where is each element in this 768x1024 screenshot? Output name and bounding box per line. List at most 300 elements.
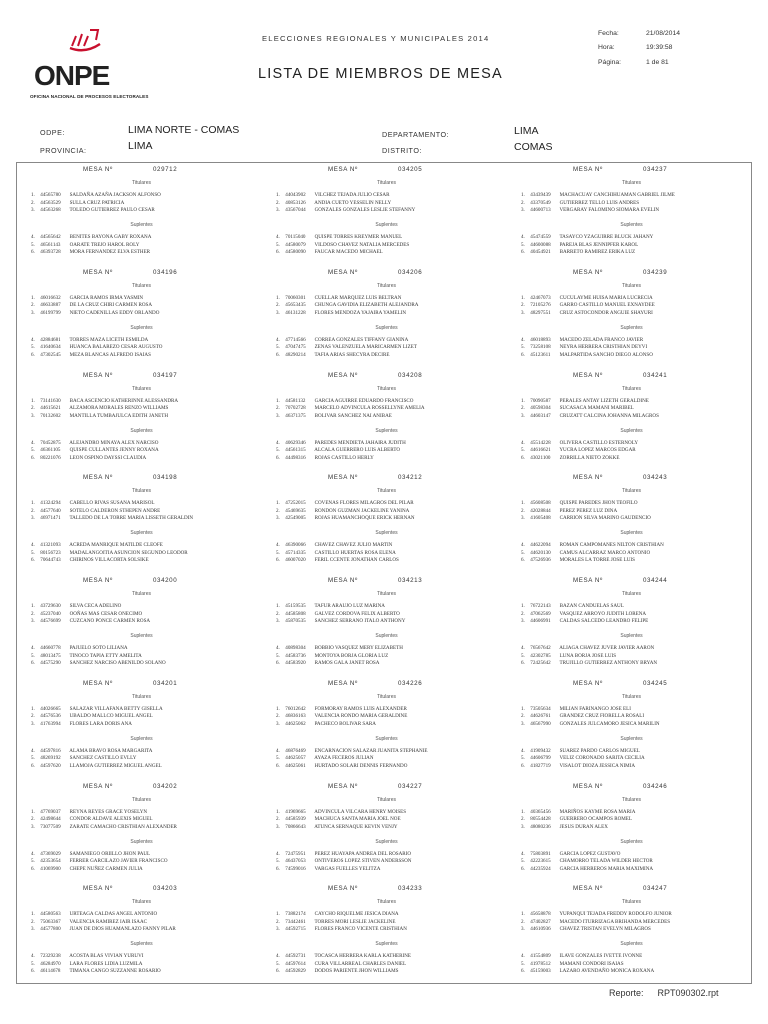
member-row: [521, 824, 608, 832]
member-row: [521, 550, 650, 558]
member-name: MACHACUAY CANCHIHUAMAN GABRIEL JILME: [559, 192, 675, 198]
member-name: VELIZ CORONADO SARITA CECILIA: [559, 755, 645, 762]
member-row: [31, 911, 157, 919]
member-row: [521, 919, 670, 927]
member-dni: 44616621: [530, 447, 551, 454]
mesa-header: [25, 474, 258, 482]
member-row: [31, 310, 159, 318]
member-row: [521, 192, 675, 200]
member-row: [276, 953, 411, 961]
member-order: 6.: [276, 865, 280, 872]
member-row: [31, 192, 161, 200]
member-dni: 40629346: [285, 439, 306, 446]
member-row: [276, 352, 390, 360]
mesa-number: 034245: [643, 679, 668, 687]
member-name: JUAN DE DIOS HUAMANLAZO FANNY PILAR: [69, 926, 176, 933]
member-dni: 44615621: [40, 405, 61, 412]
member-dni: 44575290: [40, 660, 61, 667]
distrito-label: DISTRITO:: [382, 146, 422, 155]
member-dni: 74599016: [285, 865, 306, 872]
member-dni: 43729630: [40, 603, 61, 609]
member-order: 3.: [521, 720, 525, 727]
member-row: [31, 748, 152, 756]
member-dni: 44561315: [285, 447, 306, 454]
member-dni: 44600713: [530, 207, 551, 214]
member-dni: 46199799: [40, 309, 61, 316]
member-dni: 45237040: [40, 610, 61, 617]
member-order: 6.: [31, 249, 35, 256]
mesa-label: MESA Nº: [573, 268, 603, 276]
member-name: CUELLAR MARQUEZ LUIS BELTRAN: [314, 294, 402, 301]
member-row: [521, 713, 644, 721]
titulares-heading: Titulares: [622, 282, 641, 289]
member-name: CHIRINOS VILLACORTA SOLSIKE: [69, 557, 149, 564]
titulares-heading: Titulares: [132, 282, 151, 289]
member-name: OOÑAS MAS CESAR ONECIMO: [69, 610, 143, 617]
member-name: QUISPE TORRES KREYMER MANUEL: [314, 234, 403, 240]
member-name: TOLEDO GUTIERREZ PAULO CESAR: [69, 207, 155, 214]
member-dni: 42302785: [530, 652, 551, 659]
member-row: [276, 721, 376, 729]
suplentes-heading: Suplentes: [620, 633, 643, 639]
member-dni: 80221076: [40, 454, 61, 461]
mesa-block: [25, 780, 258, 883]
member-row: [31, 824, 177, 832]
member-row: [31, 603, 121, 611]
mesa-number: 034243: [643, 474, 668, 482]
pagina-label: Página:: [598, 58, 622, 66]
member-name: CUZCANO PONCE CARMEN ROSA: [69, 618, 151, 625]
member-row: [521, 310, 653, 318]
member-order: 5.: [31, 447, 35, 454]
member-order: 6.: [31, 557, 35, 564]
member-order: 5.: [276, 549, 280, 556]
member-name: TIMANA CANGO SUZZANNE ROSARIO: [69, 968, 161, 975]
member-row: [521, 809, 635, 817]
suplentes-heading: Suplentes: [620, 427, 643, 434]
member-order: 6.: [31, 454, 35, 461]
member-row: [276, 557, 399, 565]
member-row: [521, 911, 672, 919]
member-row: [31, 763, 162, 771]
member-name: GUTIERREZ TELLO LUIS ANDRES: [559, 199, 640, 206]
member-name: LLAMOJA GUTIERREZ MIGUEL ANGEL: [69, 762, 162, 769]
member-order: 4.: [521, 439, 525, 446]
member-name: CAMUS ALCARRAZ MARCO ANTONIO: [559, 549, 651, 556]
member-order: 6.: [521, 557, 525, 564]
member-dni: 42884681: [40, 336, 61, 343]
member-row: [31, 337, 148, 345]
member-order: 3.: [276, 515, 280, 522]
member-dni: 44610936: [530, 926, 551, 933]
member-dni: 46131228: [285, 309, 306, 316]
member-row: [276, 816, 401, 824]
pagina-value: 1 de 81: [646, 58, 669, 66]
mesa-header: [515, 783, 748, 791]
member-order: 4.: [521, 542, 525, 549]
member-dni: 44576699: [40, 618, 61, 625]
member-name: CUCULAYME HUISA MARIA LUCRECIA: [559, 294, 653, 301]
member-name: VISALOT DIOZA JESSICA NIMIA: [559, 762, 636, 769]
member-row: [276, 192, 390, 200]
member-name: PAREJA BLAS JENNIPFER KAROL: [559, 241, 639, 248]
member-row: [276, 968, 398, 976]
member-dni: 45514228: [530, 439, 551, 446]
member-dni: 45469635: [285, 507, 306, 514]
member-order: 3.: [31, 412, 35, 419]
member-dni: 44597614: [285, 960, 306, 967]
member-row: [521, 249, 635, 257]
mesa-header: [270, 885, 503, 893]
member-dni: 44597816: [40, 747, 61, 754]
member-row: [276, 713, 407, 721]
logo-subtitle: OFICINA NACIONAL DE PROCESOS ELECTORALES: [30, 94, 149, 99]
member-row: [31, 611, 142, 619]
member-row: [276, 645, 403, 653]
member-order: 3.: [276, 618, 280, 625]
member-name: GARCIA HERREROS MARIA MAXIMINA: [559, 865, 654, 872]
member-row: [521, 618, 648, 626]
mesa-header: [515, 577, 748, 585]
member-dni: 80156723: [40, 549, 61, 556]
suplentes-heading: Suplentes: [620, 324, 643, 331]
member-order: 1.: [521, 500, 525, 507]
member-dni: 73141630: [40, 397, 61, 404]
member-name: ZARATE CAMACHO CRISTHIAN ALEXANDER: [69, 823, 177, 830]
suplentes-heading: Suplentes: [620, 530, 643, 537]
member-order: 1.: [276, 294, 280, 301]
member-order: 1.: [521, 294, 525, 301]
member-name: CALDAS SALCEDO LEANDRO FELIPE: [559, 618, 649, 625]
member-dni: 44592829: [285, 968, 306, 975]
member-dni: 45658878: [530, 911, 551, 918]
member-name: CASTILLO HUERTAS ROSA ELENA: [314, 549, 396, 556]
member-order: 5.: [521, 241, 525, 248]
provincia-label: PROVINCIA:: [40, 146, 87, 155]
member-row: [31, 713, 153, 721]
member-order: 3.: [521, 618, 525, 625]
suplentes-heading: Suplentes: [375, 530, 398, 537]
member-order: 6.: [521, 660, 525, 667]
member-row: [276, 200, 391, 208]
member-name: ALZAMORA MORALES RENZO WILLIAMS: [69, 405, 169, 412]
member-name: ZORRILLA NIETO ZOKKE: [559, 454, 620, 461]
member-row: [31, 200, 124, 208]
member-row: [276, 961, 406, 969]
member-row: [521, 234, 653, 242]
member-dni: 44606799: [530, 755, 551, 762]
member-dni: 44577800: [40, 926, 61, 933]
member-order: 4.: [521, 850, 525, 857]
departamento-label: DEPARTAMENTO:: [382, 130, 450, 139]
member-dni: 47769037: [40, 808, 61, 815]
member-row: [31, 302, 152, 310]
member-order: 1.: [521, 603, 525, 609]
member-dni: 46561143: [40, 241, 61, 248]
member-name: GUERRERO OCAMPOS ROMEL: [559, 816, 633, 823]
mesa-number: 034203: [153, 885, 178, 893]
member-name: ROJAS CASTILLO HERLY: [314, 454, 374, 461]
mesa-header: [270, 269, 503, 277]
member-dni: 48080236: [530, 823, 551, 830]
member-dni: 72329238: [40, 953, 61, 960]
mesa-header: [515, 166, 748, 174]
member-dni: 44583736: [285, 652, 306, 659]
member-row: [31, 755, 136, 763]
member-name: ALAMA BRAVO ROSA MARGARITA: [69, 747, 153, 754]
member-order: 2.: [31, 918, 35, 925]
member-dni: 47402827: [530, 918, 551, 925]
member-name: VILDOSO CHAVEZ NATALIA MERCEDES: [314, 241, 410, 248]
member-name: MACEDO ITURRIZAGA BRIHANDA MERCEDES: [559, 918, 671, 925]
mesa-number: 034244: [643, 577, 668, 584]
member-row: [521, 508, 617, 516]
mesa-block: [270, 369, 503, 472]
member-row: [276, 249, 383, 257]
member-order: 2.: [521, 199, 525, 206]
mesa-block: [270, 266, 503, 369]
member-dni: 75063367: [40, 918, 61, 925]
mesa-block: [515, 780, 748, 883]
mesa-number: 034198: [153, 474, 178, 482]
member-row: [521, 242, 638, 250]
member-order: 5.: [31, 858, 35, 865]
member-name: MARIÑOS KAYME ROSA MARIA: [559, 808, 636, 815]
member-order: 5.: [276, 755, 280, 762]
member-name: VALENCIA RONDO MARIA GERALDINE: [314, 713, 408, 720]
member-order: 5.: [521, 960, 525, 967]
member-row: [276, 824, 398, 832]
suplentes-heading: Suplentes: [375, 838, 398, 845]
titulares-heading: Titulares: [622, 180, 641, 186]
member-name: PAREDES MENDIETA JAHAIRA JUDITH: [314, 439, 406, 446]
member-row: [31, 618, 150, 626]
member-order: 4.: [31, 336, 35, 343]
member-row: [31, 542, 163, 550]
member-row: [31, 706, 163, 714]
member-name: OARATE TREJO HAROL ROLY: [69, 241, 140, 248]
member-order: 6.: [31, 968, 35, 975]
mesa-label: MESA Nº: [328, 371, 358, 379]
member-dni: 72105276: [530, 302, 551, 309]
mesa-block: [515, 574, 748, 677]
member-row: [521, 352, 653, 360]
member-name: TASAYCO YZAGUIRRE BLUCK JAHANY: [559, 234, 654, 240]
mesa-number: 034233: [398, 885, 423, 893]
member-name: TALLEDO DE LA TORRE MARIA LISSETH GERALDIN: [69, 515, 194, 522]
member-row: [31, 295, 143, 303]
member-dni: 44580090: [285, 249, 306, 256]
member-order: 1.: [31, 808, 35, 815]
mesa-label: MESA Nº: [83, 166, 113, 173]
member-order: 3.: [31, 515, 35, 522]
member-dni: 44626761: [530, 713, 551, 720]
member-name: SUAREZ PARDO CARLOS MIGUEL: [559, 747, 640, 754]
mesa-block: [25, 163, 258, 266]
mesa-label: MESA Nº: [83, 268, 113, 276]
suplentes-heading: Suplentes: [375, 735, 398, 742]
member-dni: 43021100: [530, 454, 551, 461]
member-order: 1.: [31, 911, 35, 918]
member-name: MALPARTIDA SANCHO DIEGO ALONSO: [559, 351, 653, 358]
member-order: 4.: [276, 439, 280, 446]
member-name: SOTELO CALDERON STHEPEN ANDRE: [69, 507, 161, 514]
member-order: 2.: [31, 816, 35, 823]
member-dni: 47526936: [530, 557, 551, 564]
member-name: YUPANQUI TEJADA FREDDY RODOLFO JUNIOR: [559, 911, 672, 918]
mesa-number: 029712: [153, 166, 178, 173]
member-dni: 46018893: [530, 336, 551, 343]
mesa-label: MESA Nº: [328, 166, 358, 173]
member-order: 5.: [521, 344, 525, 351]
mesa-label: MESA Nº: [573, 166, 603, 173]
member-dni: 48013475: [40, 652, 61, 659]
mesa-header: [515, 680, 748, 688]
member-dni: 70702728: [285, 405, 306, 412]
member-order: 5.: [276, 858, 280, 865]
member-row: [521, 447, 636, 455]
mesa-label: MESA Nº: [328, 885, 358, 893]
member-row: [521, 660, 657, 668]
member-name: CORREA GONZALES TIFFANY GIANINA: [314, 336, 409, 343]
member-order: 5.: [276, 960, 280, 967]
member-dni: 42467073: [530, 294, 551, 301]
mesa-number: 034196: [153, 268, 178, 276]
member-dni: 44580079: [285, 241, 306, 248]
hora-value: 19:39:58: [646, 44, 673, 52]
member-order: 1.: [31, 397, 35, 404]
member-name: FERRER GARCILAZO JAVIER FRANCISCO: [69, 858, 168, 865]
member-row: [521, 200, 639, 208]
member-order: 2.: [276, 713, 280, 720]
mesa-label: MESA Nº: [573, 371, 603, 379]
member-dni: 45159003: [530, 968, 551, 975]
member-name: MADALANGOITIA ASUNCION SEGUNDO LEODOR: [69, 549, 188, 556]
member-dni: 45608508: [530, 500, 551, 507]
suplentes-heading: Suplentes: [375, 427, 398, 434]
member-name: AYAZA FECEROS JULIAN: [314, 755, 374, 762]
member-name: FLORES FRANCO VICENTE CRISTHIAN: [314, 926, 407, 933]
suplentes-heading: Suplentes: [620, 941, 643, 948]
member-row: [276, 500, 414, 508]
suplentes-heading: Suplentes: [130, 324, 153, 331]
member-order: 1.: [521, 808, 525, 815]
member-name: VALENCIA RAMIREZ IAIR ISAAC: [69, 918, 148, 925]
titulares-heading: Titulares: [132, 385, 151, 392]
member-name: TORRES MORI LESLIE JACKELINE: [314, 918, 396, 925]
member-name: COVENAS FLORES MILAGROS DEL PILAR: [314, 500, 414, 507]
member-name: MAMANI CONDORI ISAIAS: [559, 960, 624, 967]
member-order: 2.: [521, 918, 525, 925]
member-row: [521, 337, 643, 345]
member-dni: 40365456: [530, 808, 551, 815]
member-order: 2.: [31, 507, 35, 514]
member-order: 6.: [31, 351, 35, 358]
member-order: 3.: [31, 926, 35, 933]
member-name: VASQUEZ ARROYO JUDITH LORENA: [559, 610, 647, 617]
member-name: GARCIA AGUIRRE EDUARDO FRANCISCO: [314, 397, 414, 404]
member-name: MEZA BLANCAS ALFREDO ISAIAS: [69, 351, 151, 358]
departamento-value: LIMA: [514, 125, 539, 137]
member-order: 1.: [276, 911, 280, 918]
member-order: 1.: [31, 294, 35, 301]
mesa-label: MESA Nº: [83, 679, 113, 687]
member-order: 4.: [521, 747, 525, 754]
member-row: [31, 500, 155, 508]
report-meta: [598, 26, 712, 70]
member-name: SALAZAR VILLAFANA BETTY GISELLA: [69, 705, 163, 712]
member-name: CHAMORRO TELADA WILDER HECTOR: [559, 858, 653, 865]
member-row: [276, 242, 409, 250]
member-row: [31, 447, 159, 455]
member-name: REYNA REYES GRACE YOSELYN: [69, 808, 148, 815]
member-name: CARRION SILVA MARINO GAUDENCIO: [559, 515, 651, 522]
member-name: HURTADO SOLARI DENNIS FERNANDO: [314, 762, 408, 769]
member-name: URTEAGA CALDAS ANGEL ANTONIO: [69, 911, 158, 918]
member-order: 1.: [276, 397, 280, 404]
member-dni: 70644743: [40, 557, 61, 564]
member-name: NIETO CADENILLAS EDDY ORLANDO: [69, 309, 160, 316]
member-dni: 44576536: [40, 713, 61, 720]
member-dni: 46393728: [40, 249, 61, 256]
member-row: [276, 310, 406, 318]
mesa-label: MESA Nº: [83, 577, 113, 584]
member-name: BARRETO RAMIREZ ERIKA LUZ: [559, 249, 636, 256]
member-order: 4.: [31, 747, 35, 754]
member-name: CHEPE NUÑEZ CARMEN JULIA: [69, 865, 143, 872]
member-name: CAYCHO RIQUELME JESICA DIANA: [314, 911, 399, 918]
member-dni: 40598304: [530, 405, 551, 412]
member-name: MANTILLA TUMBAJULCA EDITH JANETH: [69, 412, 169, 419]
member-dni: 46633887: [40, 302, 61, 309]
meta-fecha: [598, 26, 712, 41]
member-order: 2.: [31, 405, 35, 412]
member-order: 6.: [276, 968, 280, 975]
member-name: ALCALA GUERRERO LUIS ALBERTO: [314, 447, 401, 454]
member-name: BAZAN CANDUELAS SAUL: [559, 603, 624, 609]
member-dni: 40898304: [285, 645, 306, 651]
member-dni: 41605408: [530, 515, 551, 522]
member-name: TORRES MAZA LICETH ESMILDA: [69, 336, 149, 343]
member-row: [276, 508, 409, 516]
mesa-label: MESA Nº: [328, 577, 358, 584]
member-order: 6.: [31, 660, 35, 667]
member-dni: 44563529: [40, 199, 61, 206]
member-dni: 46437053: [285, 858, 306, 865]
member-order: 3.: [31, 618, 35, 625]
member-name: YUCRA LOPEZ MARCOS EDGAR: [559, 447, 636, 454]
member-dni: 44597620: [40, 762, 61, 769]
member-row: [276, 515, 415, 523]
member-row: [31, 645, 128, 653]
member-name: PEREZ PEREZ LUZ DINA: [559, 507, 618, 514]
member-name: PERALES ANTAY LIZETH GERALDINE: [559, 397, 649, 404]
member-order: 6.: [521, 865, 525, 872]
member-dni: 41909432: [530, 747, 551, 754]
member-order: 1.: [31, 192, 35, 198]
member-row: [31, 413, 168, 421]
member-dni: 45123611: [530, 351, 551, 358]
suplentes-heading: Suplentes: [620, 735, 643, 742]
member-dni: 41069900: [40, 865, 61, 872]
mesa-block: [270, 471, 503, 574]
member-dni: 41324294: [40, 500, 61, 507]
titulares-heading: Titulares: [132, 796, 151, 803]
member-row: [31, 249, 150, 257]
member-order: 4.: [31, 439, 35, 446]
member-order: 5.: [276, 652, 280, 659]
member-order: 3.: [31, 823, 35, 830]
